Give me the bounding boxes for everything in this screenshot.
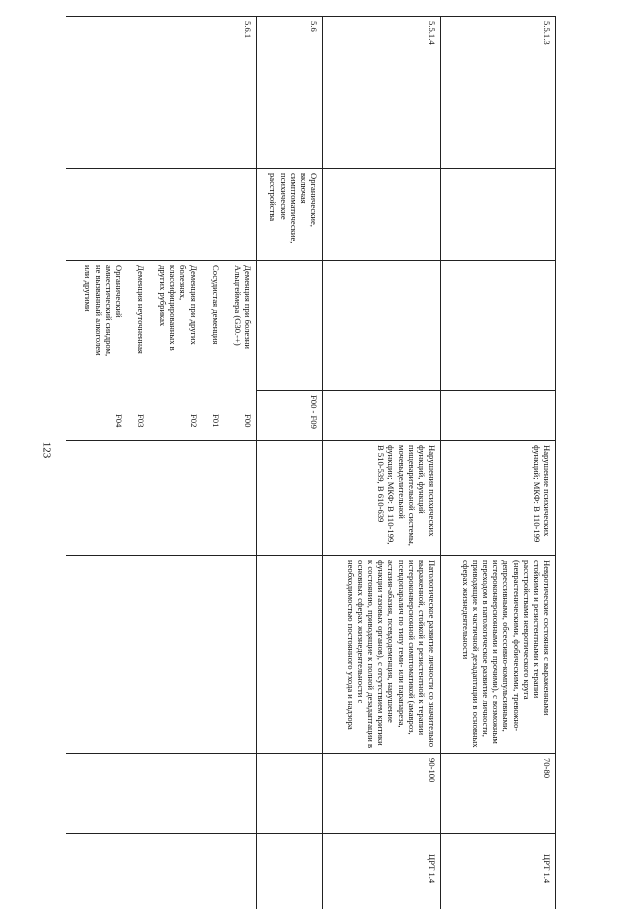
mkf-functions: Нарушение психических функций; МКФ: В 110-199 [441, 441, 556, 556]
subitem-name: Деменция неуточненная [136, 265, 147, 354]
clinical-description [257, 556, 323, 754]
subitem-name: Деменция при других болезнях, классифицированных в других рубриках [158, 265, 199, 351]
subitem [233, 265, 253, 436]
criteria-table [66, 16, 556, 909]
rotated-table-wrapper [66, 16, 556, 909]
subitem-code: F01 [210, 414, 221, 428]
clinical-description [66, 556, 257, 754]
item-code: 5.6.1 [66, 17, 257, 169]
classification [257, 261, 323, 391]
subitem-name: Сосудистая деменция [210, 265, 221, 345]
subitem-code: F00 [243, 414, 253, 428]
clinical-description: Патологическое развитие личности со значительно выраженной, стойкой и резистентной к терапии истероконверсионной симптоматикой (амавроз, псевдопаралич по типу геми- или парапареза, астазия-абазия, псевдодеменция, нарушение функции тазовых органов), с отсутствием критики к состоянию, приводящие к полной дезадаптации в основных сферах жизнедеятельности с необходимостью постоянного ухода и надзора [323, 556, 441, 754]
reference [66, 834, 257, 910]
disease-group: Органические, включая симптоматические, психические расстройства [257, 169, 323, 261]
table-row [441, 17, 556, 910]
subitem [136, 265, 146, 436]
subitem-code: F04 [113, 414, 124, 428]
reference: ЦРТ 1.4 [323, 834, 441, 910]
table-row [66, 17, 257, 910]
reference [257, 834, 323, 910]
item-code: 5.5.1.4 [323, 17, 441, 169]
document-page [66, 16, 556, 909]
subitem-name: Деменция при болезни Альцгеймера (G30.-+) [232, 265, 253, 349]
classification-subitems [66, 261, 257, 441]
subitem-name: Органический амнестический синдром, не вызванный алкоголем или другими [83, 265, 124, 357]
percent-range [66, 754, 257, 834]
subitem-code: F03 [136, 414, 147, 428]
mkf-functions [257, 441, 323, 556]
subitem-code: F02 [188, 414, 199, 428]
mkf-functions: Нарушения психических функций, функций пищеварительной системы, мочевыделительной функции; МКФ: В 110-199, В 510-539, В 610-639 [323, 441, 441, 556]
item-code: 5.5.1.3 [441, 17, 556, 169]
disease-group [323, 169, 441, 261]
percent-range: 90-100 [323, 754, 441, 834]
clinical-description: Невротические состояния с выраженными стойкими и резистентными к терапии расстройствами невротического круга (неврастеническими, фобическими, тревожно-депрессивными, обсессивно-компульсивными, истероконверсионными и прочими), с возможным переходом в патологическое развитие личности, приводящие к частичной дезадаптации в основных сферах жизнедеятельности [441, 556, 556, 754]
percent-range [257, 754, 323, 834]
percent-range: 70-80 [441, 754, 556, 834]
subitem [158, 265, 199, 436]
classification [323, 261, 441, 391]
subitem [211, 265, 221, 436]
table-row [257, 17, 323, 910]
item-code: 5.6 [257, 17, 323, 169]
subitem [83, 265, 124, 436]
page-number: 123 [40, 441, 53, 459]
icd-code: F00 - F09 [257, 391, 323, 441]
disease-group [441, 169, 556, 261]
disease-group [66, 169, 257, 261]
icd-code [323, 391, 441, 441]
icd-code [441, 391, 556, 441]
classification [441, 261, 556, 391]
table-row [323, 17, 441, 910]
mkf-functions [66, 441, 257, 556]
reference: ЦРТ 1.4 [441, 834, 556, 910]
